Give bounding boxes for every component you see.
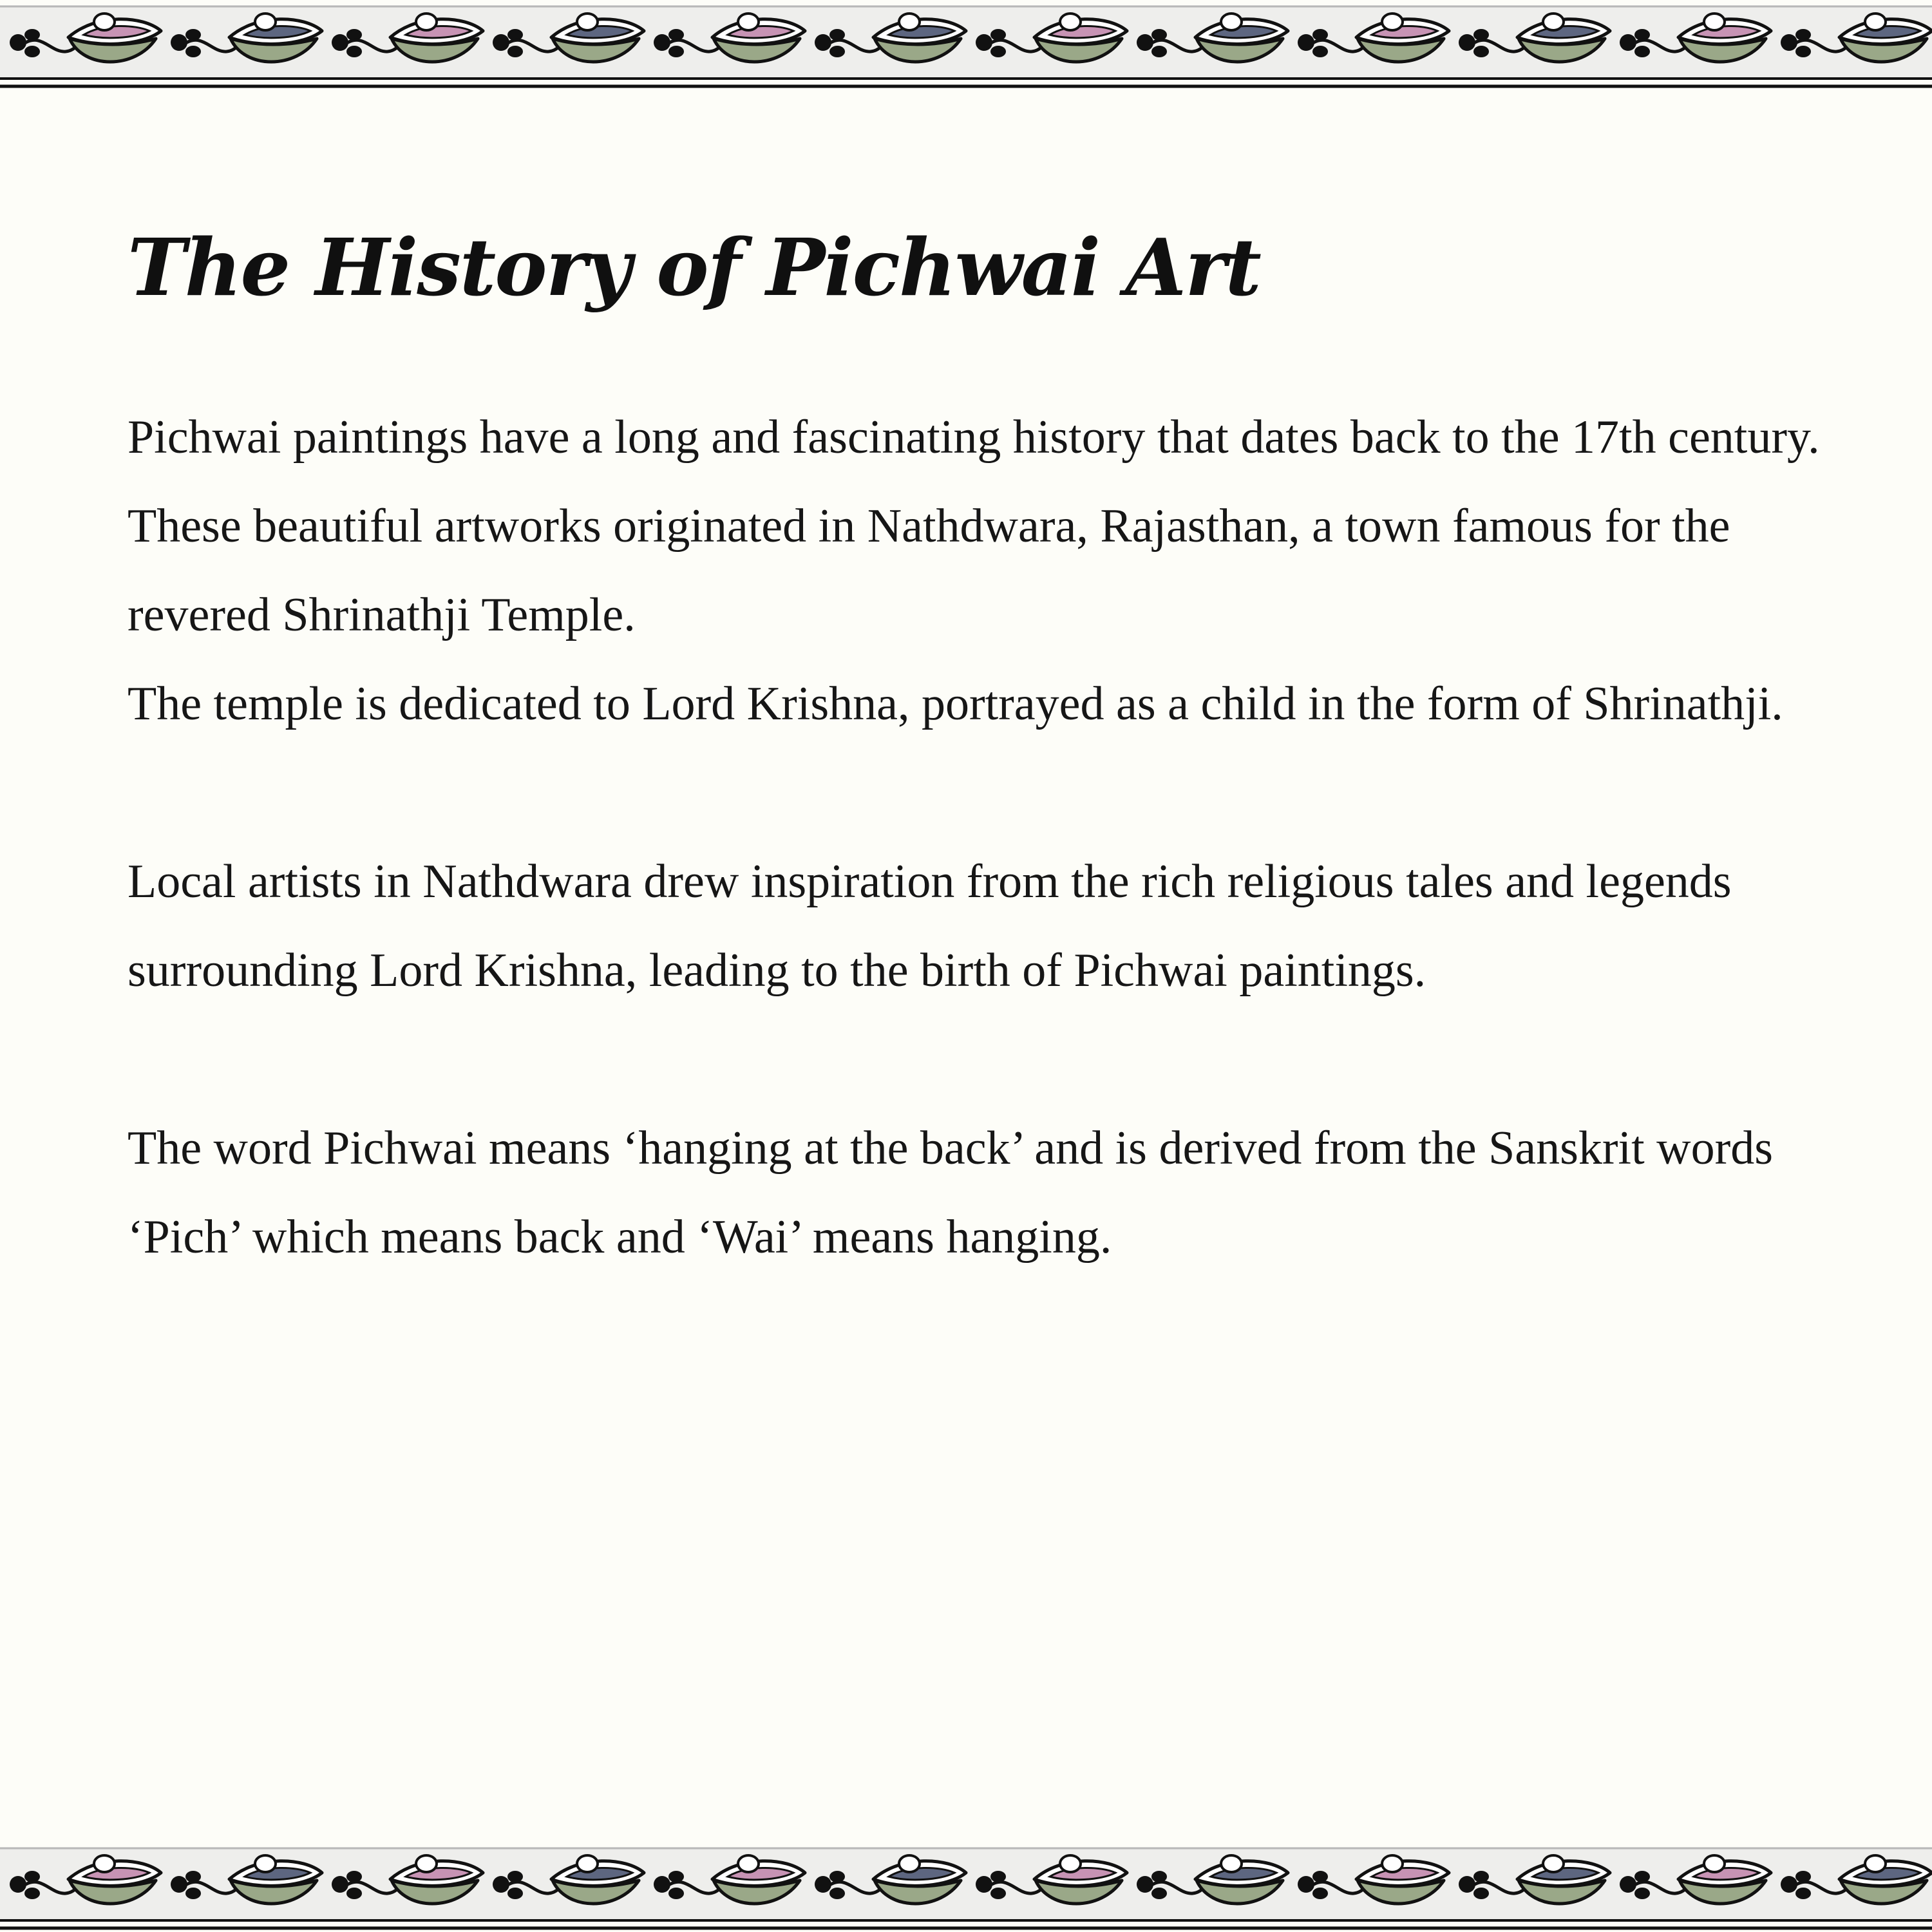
top-border-art xyxy=(0,0,1932,90)
bottom-border-art xyxy=(0,1842,1932,1932)
document-body xyxy=(128,219,1853,1282)
paragraph-temple: The temple is dedicated to Lord Krishna, portrayed as a child in the form of Shrinathji. xyxy=(128,677,1783,730)
bottom-decorative-border xyxy=(0,1842,1932,1932)
paragraph-local-artists: Local artists in Nathdwara drew inspiration from the rich religious tales and legends surrounding Lord Krishna, leading to the birth of Pichwai paintings. xyxy=(128,855,1732,997)
top-decorative-border xyxy=(0,0,1932,90)
paragraph-origin: Pichwai paintings have a long and fascinating history that dates back to the 17th century. These beautiful artworks originated in Nathdwara, Rajasthan, a town famous for the revered Shrinathji Temple. xyxy=(128,411,1820,641)
paragraph-word-meaning: The word Pichwai means ‘hanging at the back’ and is derived from the Sanskrit words ‘Pich’ which means back and ‘Wai’ means hanging. xyxy=(128,1122,1774,1264)
page-title: The History of Pichwai Art xyxy=(128,221,1260,314)
